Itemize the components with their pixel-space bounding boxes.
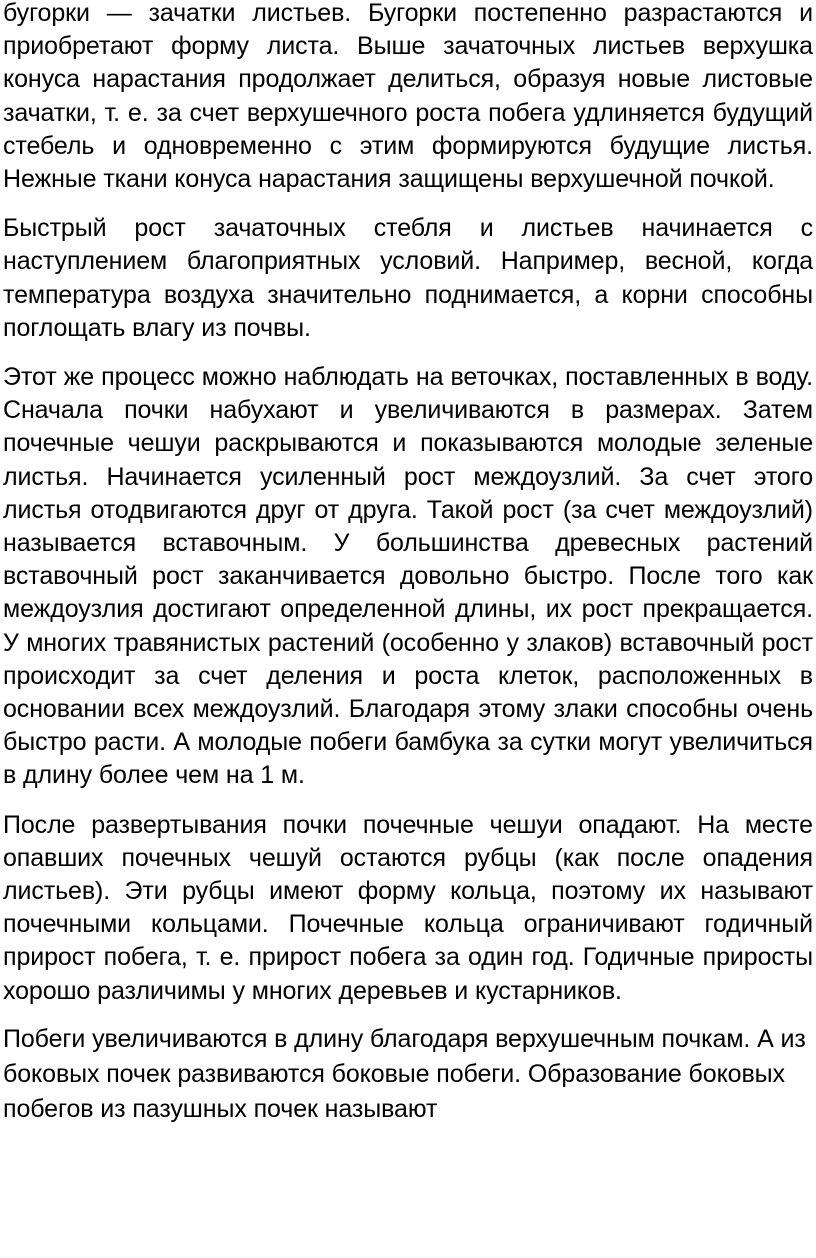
- paragraph-intercalary-growth: Этот же процесс можно наблюдать на веточках, поставленных в воду. Сначала почки набухают и увеличиваются в размерах. Затем почечные чешуи раскрываются и показываются молодые зеленые листья. Начинается усиленный рост междоузлий. За счет этого листья отодвигаются друг от друга. Такой рост (за счет междоузлий) называется вставочным. У большинства древесных растений вставочный рост заканчивается довольно быстро. После того как междоузлия достигают определенной длины, их рост прекращается. У многих травянистых растений (особенно у злаков) вставочный рост происходит за счет деления и роста клеток, расположенных в основании всех междоузлий. Благодаря этому злаки способны очень быстро расти. А молодые побеги бамбука за сутки могут увеличиться в длину более чем на 1 м.: [3, 363, 813, 790]
- paragraph-bud-formation: бугорки — зачатки листьев. Бугорки постепенно разрастаются и приобретают форму листа. Выше зачаточных листьев верхушка конуса нарастания продолжает делиться, образуя новые листовые зачатки, т. е. за счет верхушечного роста побега удлиняется будущий стебель и одновременно с этим формируются будущие листья. Нежные ткани конуса нарастания защищены верхушечной почкой.: [3, 0, 813, 194]
- paragraph-lateral-shoots: Побеги увеличиваются в длину благодаря верхушечным почкам. А из боковых почек развиваются боковые побеги. Образование боковых побегов из пазушных почек называют: [3, 1024, 806, 1123]
- paragraph-rapid-growth: Быстрый рост зачаточных стебля и листьев начинается с наступлением благоприятных условий. Например, весной, когда температура воздуха значительно поднимается, а корни способны поглощать влагу из почвы.: [3, 214, 813, 342]
- paragraph-bud-rings: После развертывания почки почечные чешуи опадают. На месте опавших почечных чешуй остаются рубцы (как после опадения листьев). Эти рубцы имеют форму кольца, поэтому их называют почечными кольцами. Почечные кольца ограничивают годичный прирост побега, т. е. прирост побега за один год. Годичные приросты хорошо различимы у многих деревьев и кустарников.: [3, 810, 813, 1005]
